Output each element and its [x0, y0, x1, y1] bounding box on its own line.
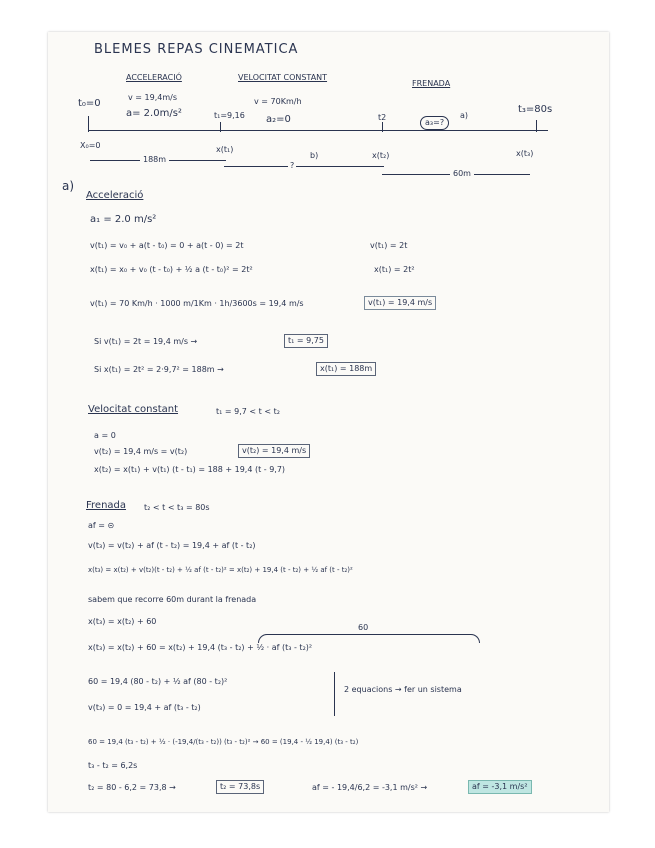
section-acceleration-heading: Acceleració [86, 190, 144, 201]
distance-segment-2 [224, 166, 384, 167]
a-part-tag: a) [460, 111, 469, 120]
system-brace [334, 672, 341, 716]
b-part-tag: b) [310, 151, 319, 160]
equation-line: v(t₁) = 70 Km/h · 1000 m/1Km · 1h/3600s = 19,4 m/s [90, 299, 304, 308]
text-line: sabem que recorre 60m durant la frenada [88, 595, 257, 604]
boxed-result: x(t₁) = 188m [316, 362, 376, 376]
equation-line: a₁ = 2.0 m/s² [90, 214, 157, 225]
notebook-page [48, 32, 609, 812]
timeline-tick [382, 122, 383, 132]
equation-result: v(t₁) = 2t [370, 241, 408, 250]
distance2-label: ? [290, 161, 295, 170]
timeline-tick [220, 122, 221, 132]
part-a-label: a) [62, 179, 75, 193]
velocity1-label: v = 19,4m/s [128, 93, 177, 102]
t1-label: t₁=9,16 [214, 111, 245, 120]
equation-line: v(t₃) = v(t₂) + af (t - t₂) = 19,4 + af (t - t₂) [88, 541, 256, 550]
brace-label: 60 [358, 623, 369, 632]
acceleration2-label: a₂=0 [266, 114, 291, 125]
equation-line: v(t₁) = v₀ + a(t - t₀) = 0 + a(t - 0) = 2t [90, 241, 244, 250]
equation-line: x(t₂) = x(t₁) + v(t₁) (t - t₁) = 188 + 19,4 (t - 9,7) [94, 465, 286, 474]
distance3-label: 60m [450, 168, 474, 180]
equation-line: x(t₃) = x(t₂) + 60 [88, 617, 157, 626]
timeline-tick [536, 120, 537, 132]
system-note: 2 equacions → fer un sistema [344, 685, 462, 694]
t2-label: t2 [378, 113, 387, 122]
interval-condition: t₂ < t < t₃ = 80s [144, 503, 210, 512]
boxed-result: t₂ = 73,8s [216, 780, 264, 794]
equation-line: Si v(t₁) = 2t = 19,4 m/s → [94, 337, 198, 346]
boxed-result: v(t₁) = 19,4 m/s [364, 296, 436, 310]
highlighted-result: af = -3,1 m/s² [468, 780, 532, 794]
equation-line: 60 = 19,4 (80 - t₂) + ½ af (80 - t₂)² [88, 677, 228, 686]
boxed-result: t₁ = 9,75 [284, 334, 328, 348]
section-constant-velocity-heading: Velocitat constant [88, 404, 179, 415]
equation-line: Si x(t₁) = 2t² = 2·9,7² = 188m → [94, 365, 224, 374]
equation-line: a = 0 [94, 431, 116, 440]
equation-line: v(t₃) = 0 = 19,4 + af (t₃ - t₂) [88, 703, 201, 712]
xt3-label: x(t₃) [516, 149, 534, 158]
x0-label: X₀=0 [80, 141, 101, 150]
equation-line: x(t₃) = x(t₂) + v(t₂)(t - t₂) + ½ af (t - t₂)² = x(t₂) + 19,4 (t - t₂) + ½ af (t - t₂)² [88, 566, 353, 574]
phase-acceleration-label: ACCELERACIÓ [126, 73, 182, 82]
equation-line: af = ⊝ [88, 521, 115, 530]
acceleration3-label: a₃=? [420, 116, 449, 130]
phase-braking-label: FRENADA [412, 79, 451, 88]
equation-line: af = - 19,4/6,2 = -3,1 m/s² → [312, 783, 428, 792]
equation-line: t₂ = 80 - 6,2 = 73,8 → [88, 783, 176, 792]
equation-line: t₃ - t₂ = 6,2s [88, 761, 138, 770]
velocity2-label: v = 70Km/h [254, 97, 302, 106]
xt2-label: x(t₂) [372, 151, 390, 160]
section-braking-heading: Frenada [86, 500, 127, 511]
distance1-label: 188m [140, 154, 169, 166]
equation-line: x(t₁) = x₀ + v₀ (t - t₀) + ½ a (t - t₀)² = 2t² [90, 265, 253, 274]
timeline-axis [88, 130, 548, 131]
equation-line: v(t₂) = 19,4 m/s = v(t₂) [94, 447, 188, 456]
acceleration1-label: a= 2.0m/s² [126, 108, 182, 119]
t0-label: t₀=0 [78, 98, 101, 109]
equation-line: 60 = 19,4 (t₃ - t₂) + ½ · (-19,4/(t₃ - t₂)) (t₃ - t₂)² → 60 = (19,4 - ½ 19,4) (t₃ - t₂) [88, 738, 359, 746]
boxed-result: v(t₂) = 19,4 m/s [238, 444, 310, 458]
timeline-tick [88, 116, 89, 132]
page-title: BLEMES REPAS CINEMATICA [94, 42, 299, 57]
equation-line: x(t₃) = x(t₂) + 60 = x(t₂) + 19,4 (t₃ - t₂) + ½ · af (t₃ - t₂)² [88, 643, 313, 652]
xt1-label: x(t₁) [216, 145, 234, 154]
equation-result: x(t₁) = 2t² [374, 265, 415, 274]
phase-constant-velocity-label: VELOCITAT CONSTANT [238, 73, 328, 82]
interval-condition: t₁ = 9,7 < t < t₂ [216, 407, 280, 416]
t3-label: t₃=80s [518, 104, 553, 115]
